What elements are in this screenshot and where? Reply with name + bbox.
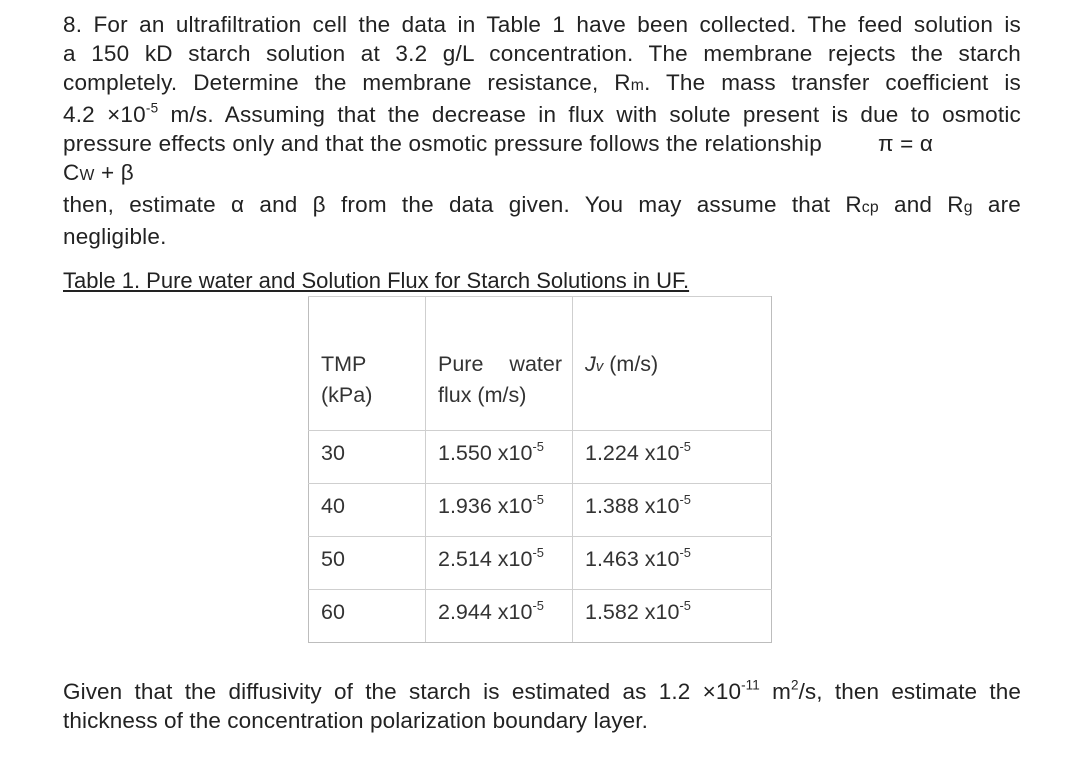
header-solution-flux: Jv (m/s) — [573, 297, 772, 431]
cell-tmp: 60 — [309, 590, 426, 643]
problem-line-6: CW + β — [63, 160, 134, 185]
cell-solution-flux: 1.463 $x10^{-5}$ — [573, 537, 772, 590]
followup-line-1: Given that the diffusivity of the starch is estimated as $1.2 \times 10^{-11}$ $m^2/s$, then estimate the — [63, 677, 1021, 704]
problem-line-8: negligible. — [63, 224, 167, 249]
header-tmp: TMP (kPa) — [309, 297, 426, 431]
table-row — [309, 484, 772, 537]
cell-water-flux: 1.550 $x10^{-5}$ — [426, 431, 573, 484]
problem-line-3: completely. Determine the membrane resistance, Rm. The mass transfer coefficient is — [63, 70, 1022, 95]
followup-line-2: thickness of the concentration polarization boundary layer. — [63, 708, 648, 733]
cell-solution-flux: 1.582 $x10^{-5}$ — [573, 590, 772, 643]
flux-table — [308, 296, 772, 643]
table-caption: Table 1. Pure water and Solution Flux for Starch Solutions in UF. — [63, 268, 690, 293]
cell-solution-flux: 1.224 $x10^{-5}$ — [573, 431, 772, 484]
problem-line-2: a 150 kD starch solution at 3.2 g/L concentration. The membrane rejects the starch — [63, 41, 1021, 66]
table-row — [309, 431, 772, 484]
cell-water-flux: 1.936 $x10^{-5}$ — [426, 484, 573, 537]
followup-question — [63, 677, 1021, 735]
cell-water-flux: 2.514 $x10^{-5}$ — [426, 537, 573, 590]
cell-tmp: 40 — [309, 484, 426, 537]
problem-line-7: then, estimate α and β from the data given. You may assume that Rcp and Rg are — [63, 192, 1021, 217]
mass-transfer-coefficient: $4.2 \times 10^{-5}$ — [63, 100, 159, 127]
problem-statement — [63, 10, 1021, 251]
cell-tmp: 50 — [309, 537, 426, 590]
problem-line-5: pressure effects only and that the osmotic pressure follows the relationship π = α — [63, 131, 934, 156]
problem-line-1: 8. For an ultrafiltration cell the data in Table 1 have been collected. The feed solution is — [63, 12, 1021, 37]
osmotic-relation: π = α — [877, 131, 934, 156]
cell-water-flux: 2.944 $x10^{-5}$ — [426, 590, 573, 643]
problem-line-4: $4.2 \times 10^{-5}$ m/s. Assuming that the decrease in flux with solute present is due to osmotic — [63, 100, 1021, 127]
header-pure-water-flux: Pure water flux (m/s) — [426, 297, 573, 431]
table-header-row — [309, 297, 772, 431]
table-row — [309, 590, 772, 643]
cell-tmp: 30 — [309, 431, 426, 484]
cell-solution-flux: 1.388 $x10^{-5}$ — [573, 484, 772, 537]
table-row — [309, 537, 772, 590]
problem-number: 8. — [63, 12, 83, 37]
